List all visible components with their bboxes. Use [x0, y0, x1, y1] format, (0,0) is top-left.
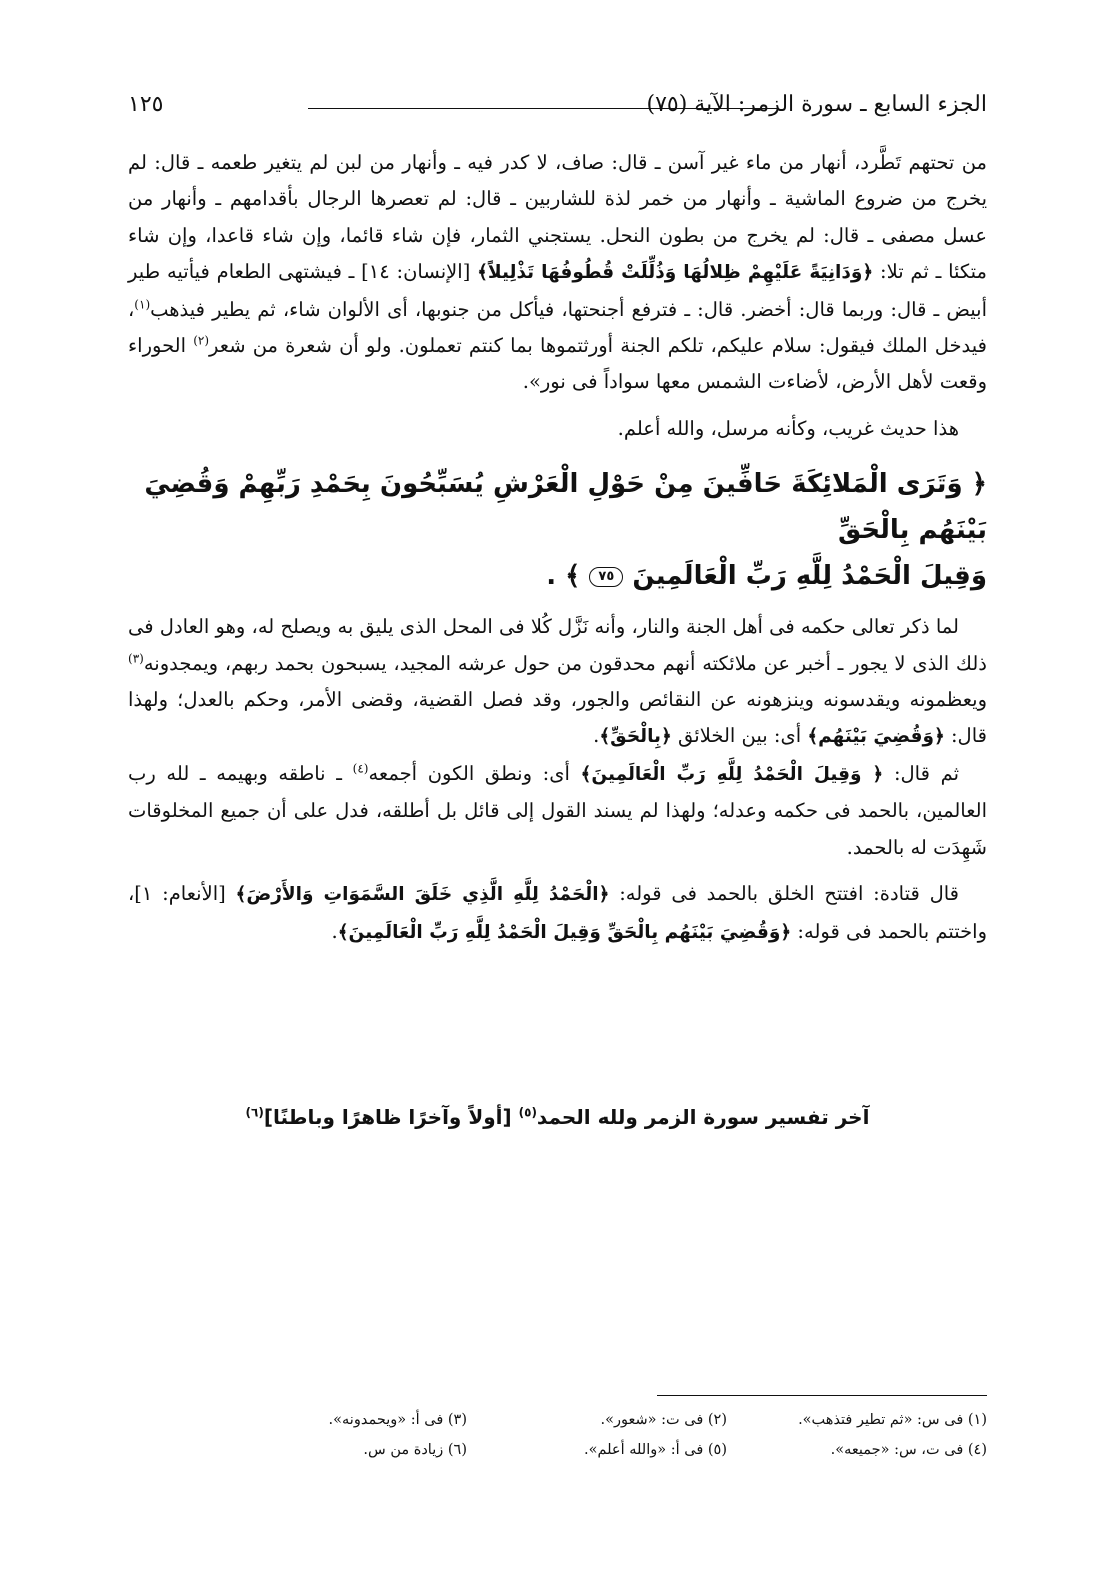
surah-closing-line: آخر تفسير سورة الزمر ولله الحمد$^{(٥)}$ [أولاً وآخرًا ظاهرًا وباطنًا]$^{(٦)}$ [245, 1105, 870, 1129]
verse-block [128, 461, 987, 599]
footnote: (٦) زيادة من س. [363, 1442, 467, 1458]
paragraph-hadith: من تحتهم تَطَّرد، أنهار من ماء غير آسن ـ قال: صاف، لا كدر فيه ـ وأنهار من لبن لم يتغير طعمه ـ قال: لم يخرج من ضروع الماشية ـ وأنهار من خمر لذة للشاربين ـ قال: لم تعصرها الرجال بأقدامهم ـ وأنهار من عسل مصفى ـ قال: لم يخرج من بطون النحل. يستجني الثمار، فإن شاء قائما، وإن شاء قاعدا، وإن شاء متكئا ـ ثم تلا: ﴿وَدَانِيَةً عَلَيْهِمْ ظِلالُهَا وَذُلِّلَتْ قُطُوفُهَا تَذْلِيلاً﴾ [الإنسان: ١٤] ـ فيشتهى الطعام فيأتيه طير أبيض ـ قال: وربما قال: أخضر. قال: ـ فترفع أجنحتها، فيأكل من جنوبها، أى الألوان شاء، ثم يطير فيذهب$^{(١)}$، فيدخل الملك فيقول: سلام عليكم، تلكم الجنة أورثتموها بما كنتم تعملون. ولو أن شعرة من شعر$^{(٢)}$ الحوراء وقعت لأهل الأرض، لأضاءت الشمس معها سواداً فى نور». [128, 151, 987, 394]
quran-quote: ﴿وَقُضِيَ بَيْنَهُم﴾ [807, 726, 945, 748]
verse-line-1: ﴿ وَتَرَى الْمَلائِكَةَ حَافِّينَ مِنْ حَوْلِ الْعَرْشِ يُسَبِّحُونَ بِحَمْدِ رَبِّهِمْ وَقُضِيَ بَيْنَهُم بِالْحَقِّ [144, 469, 987, 546]
footnote-ref: (٢) [193, 333, 210, 348]
footnote-ref: (٥) [518, 1105, 537, 1120]
footnote: (٤) فى ت، س: «جميعه». [830, 1442, 987, 1458]
footnotes [127, 1405, 987, 1465]
footnote: (٢) فى ت: «شعور». [600, 1412, 727, 1428]
paragraph-qatada: قال قتادة: افتتح الخلق بالحمد فى قوله: ﴿الْحَمْدُ لِلَّهِ الَّذِي خَلَقَ السَّمَوَاتِ وَالأَرْضَ﴾ [الأنعام: ١]، واختتم بالحمد فى قوله: ﴿وَقُضِيَ بَيْنَهُم بِالْحَقِّ وَقِيلَ الْحَمْدُ لِلَّهِ رَبِّ الْعَالَمِينَ﴾. [128, 882, 987, 943]
footnote-row [127, 1405, 987, 1435]
footnote: (٥) فى أ: «والله أعلم». [584, 1442, 727, 1458]
footnote-ref: (٤) [352, 761, 369, 776]
quran-quote: ﴿وَدَانِيَةً عَلَيْهِمْ ظِلالُهَا وَذُلِّلَتْ قُطُوفُهَا تَذْلِيلاً﴾ [477, 262, 874, 284]
quran-quote: ﴿بِالْحَقِّ﴾ [599, 726, 672, 748]
paragraph-praise: ثم قال: ﴿ وَقِيلَ الْحَمْدُ لِلَّهِ رَبِّ الْعَالَمِينَ﴾ أى: ونطق الكون أجمعه$^{(٤)}$ ـ ناطقه وبهيمه ـ لله رب العالمين، بالحمد فى حكمه وعدله؛ ولهذا لم يسند القول إلى قائل بل أطلقه، فدل على أن جميع المخلوقات شَهِدَت له بالحمد. [128, 761, 987, 859]
footnote-ref: (٦) [245, 1105, 264, 1120]
ayah-number-marker: ٧٥ [589, 567, 623, 587]
main-text [128, 145, 987, 951]
footnote-separator [657, 1395, 987, 1396]
header-title: الجزء السابع ـ سورة الزمر: الآية (٧٥) [646, 92, 987, 117]
footnote-ref: (٣) [128, 651, 144, 666]
running-header [128, 92, 987, 126]
header-rule [308, 108, 778, 109]
page-number: ١٢٥ [128, 92, 164, 117]
footnote: (١) فى س: «ثم تطير فتذهب». [798, 1412, 987, 1428]
quran-quote: ﴿ وَقِيلَ الْحَمْدُ لِلَّهِ رَبِّ الْعَالَمِينَ﴾ [580, 763, 884, 785]
quran-quote: ﴿الْحَمْدُ لِلَّهِ الَّذِي خَلَقَ السَّمَوَاتِ وَالأَرْضَ﴾ [235, 884, 610, 906]
paragraph-grading: هذا حديث غريب، وكأنه مرسل، والله أعلم. [617, 416, 959, 440]
footnote: (٣) فى أ: «ويحمدونه». [328, 1412, 467, 1428]
quran-quote: ﴿وَقُضِيَ بَيْنَهُم بِالْحَقِّ وَقِيلَ الْحَمْدُ لِلَّهِ رَبِّ الْعَالَمِينَ﴾ [337, 921, 792, 943]
verse-line-2: وَقِيلَ الْحَمْدُ لِلَّهِ رَبِّ الْعَالَمِينَ ٧٥ ﴾ . [546, 561, 987, 592]
paragraph-commentary: لما ذكر تعالى حكمه فى أهل الجنة والنار، وأنه نَزَّل كُلا فى المحل الذى يليق به ويصلح له، وهو العادل فى ذلك الذى لا يجور ـ أخبر عن ملائكته أنهم محدقون من حول عرشه المجيد، يسبحون بحمد ربهم، ويمجدونه$^{(٣)}$ ويعظمونه ويقدسونه وينزهونه عن النقائص والجور، وقد فصل القضية، وقضى الأمر، وحكم بالعدل؛ ولهذا قال: ﴿وَقُضِيَ بَيْنَهُم﴾ أى: بين الخلائق ﴿بِالْحَقِّ﴾. [128, 615, 987, 748]
footnote-ref: (١) [134, 297, 151, 312]
footnote-row [127, 1435, 987, 1465]
